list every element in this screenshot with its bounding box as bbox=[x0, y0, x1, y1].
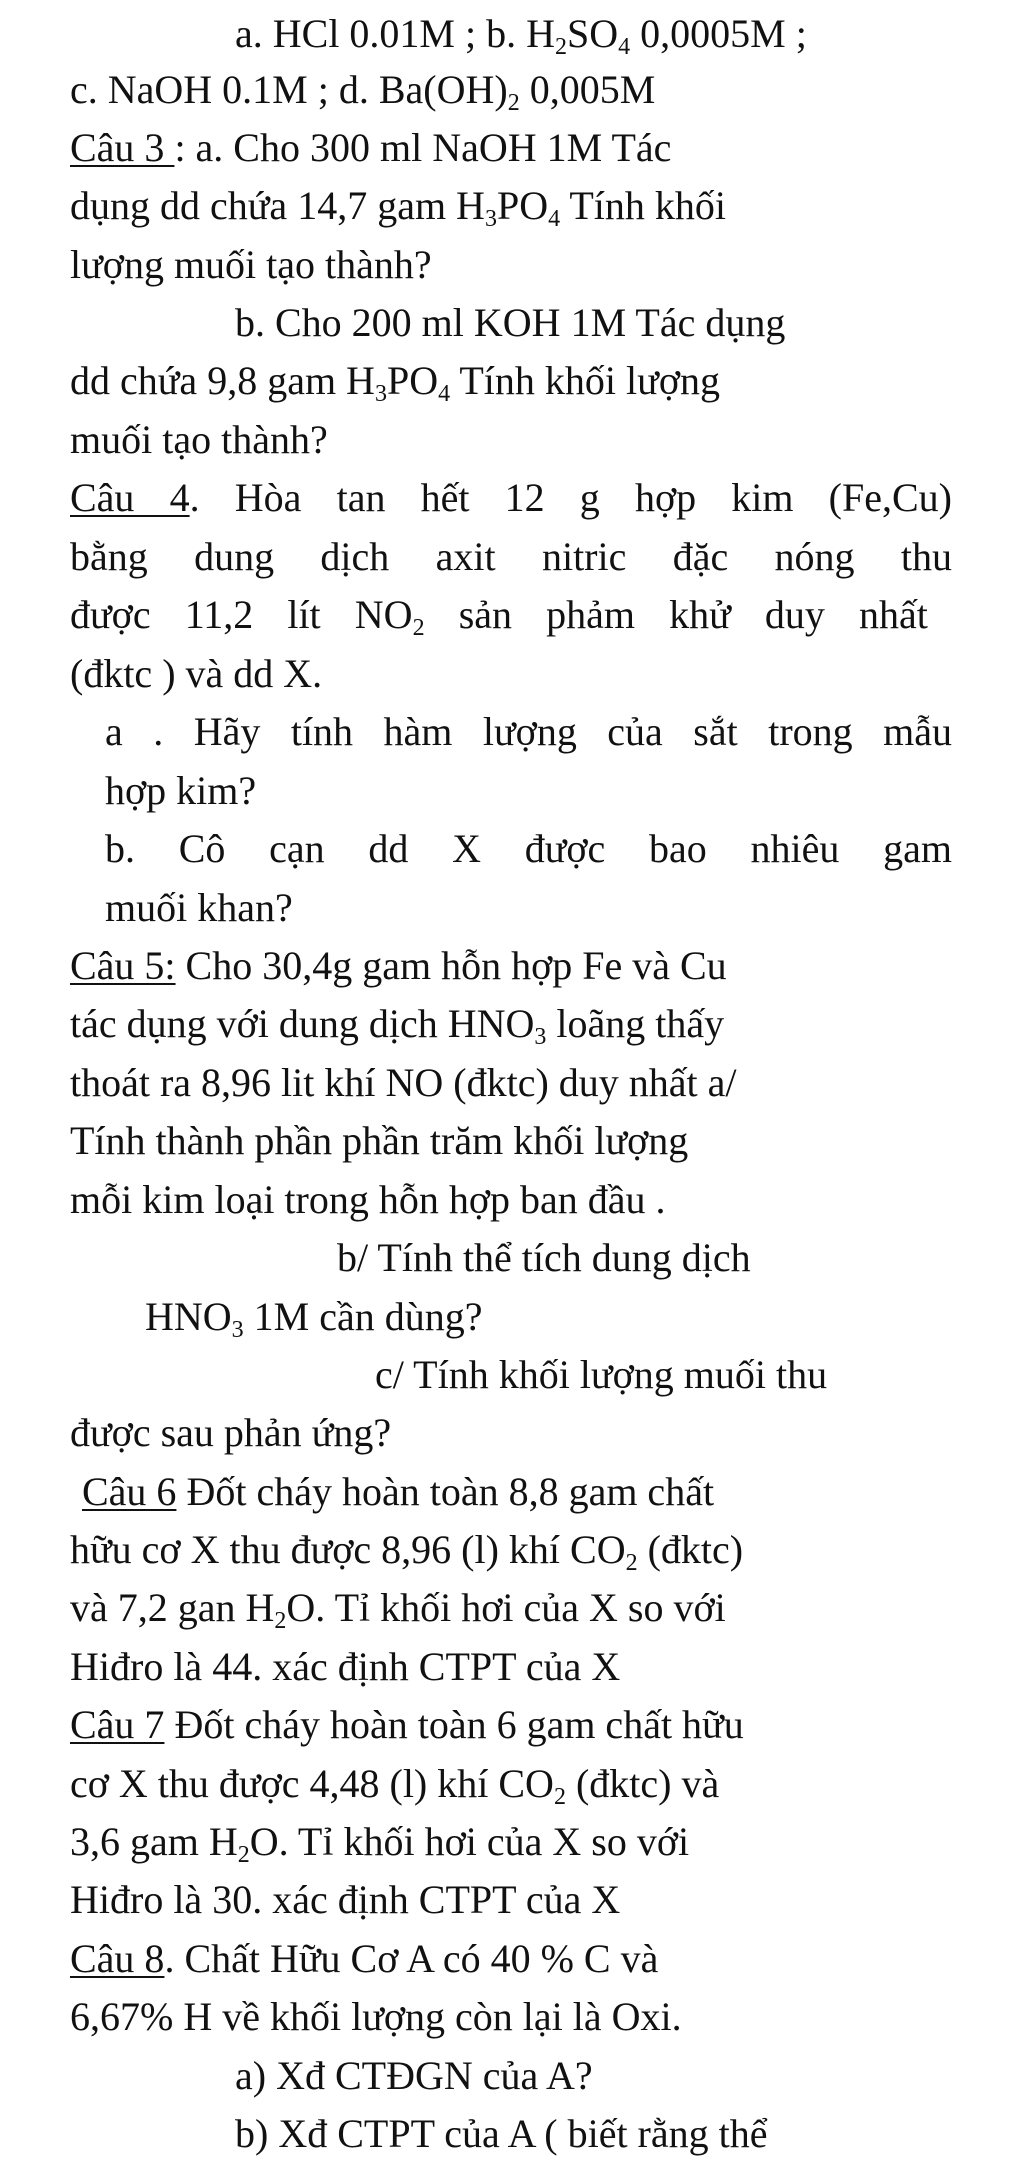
text-run: loãng thấy bbox=[546, 1001, 725, 1046]
text-line bbox=[70, 125, 672, 170]
text-run: 1M cần dùng? bbox=[243, 1294, 483, 1339]
text-run: a . Hãy tính hàm lượng của sắt trong mẫu bbox=[105, 709, 952, 754]
text-line bbox=[235, 11, 807, 61]
text-run: 6,67% H về khối lượng còn lại là Oxi. bbox=[70, 1994, 682, 2039]
question-label: Câu 8 bbox=[70, 1936, 165, 1981]
text-run: b/ Tính thể tích dung dịch bbox=[337, 1235, 751, 1280]
text-run: c. NaOH 0.1M ; d. Ba(OH) bbox=[70, 67, 508, 112]
text-line bbox=[70, 1177, 666, 1222]
text-run: 3,6 gam H bbox=[70, 1819, 238, 1864]
subscript: 3 bbox=[484, 206, 497, 233]
text-line bbox=[70, 1936, 659, 1981]
text-line bbox=[70, 1819, 690, 1869]
text-run: a) Xđ CTĐGN của A? bbox=[235, 2053, 593, 2098]
text-line bbox=[70, 1527, 744, 1577]
subscript: 3 bbox=[231, 1317, 244, 1344]
text-line bbox=[105, 709, 952, 754]
text-run: a. HCl 0.01M ; b. H bbox=[235, 11, 555, 56]
text-line bbox=[70, 358, 720, 408]
text-run: (đktc) và bbox=[565, 1761, 720, 1806]
text-run: cơ X thu được 4,48 (l) khí CO bbox=[70, 1761, 554, 1806]
text-line bbox=[70, 1410, 392, 1455]
subscript: 2 bbox=[274, 1608, 287, 1635]
text-run: HNO bbox=[145, 1294, 232, 1339]
text-run: Đốt cháy hoàn toàn 6 gam chất hữu bbox=[164, 1702, 744, 1747]
text-line bbox=[235, 2111, 768, 2156]
text-run: hữu cơ X thu được 8,96 (l) khí CO bbox=[70, 1527, 626, 1572]
question-label: Câu 3 bbox=[70, 125, 175, 170]
subscript: 4 bbox=[548, 206, 561, 233]
text-line bbox=[82, 1469, 715, 1514]
text-run: O. Tỉ khối hơi của X so với bbox=[249, 1819, 690, 1864]
text-line bbox=[105, 885, 293, 930]
subscript: 2 bbox=[555, 34, 567, 61]
text-line bbox=[70, 943, 727, 988]
subscript: 2 bbox=[237, 1842, 250, 1869]
text-run: và 7,2 gan H bbox=[70, 1585, 275, 1630]
text-line bbox=[145, 1294, 483, 1344]
text-line bbox=[70, 592, 952, 642]
text-run: b) Xđ CTPT của A ( biết rằng thể bbox=[235, 2111, 768, 2156]
text-run: 0,005M bbox=[519, 67, 656, 112]
text-run: PO bbox=[496, 183, 549, 228]
text-line bbox=[235, 2053, 593, 2098]
text-run: Hiđro là 44. xác định CTPT của X bbox=[70, 1644, 621, 1689]
text-line bbox=[70, 1585, 726, 1635]
text-line bbox=[70, 534, 952, 579]
text-line bbox=[70, 1994, 682, 2039]
text-line bbox=[70, 1118, 689, 1163]
subscript: 2 bbox=[625, 1550, 638, 1577]
text-line bbox=[70, 417, 328, 462]
text-line bbox=[337, 1235, 751, 1280]
question-label: Câu 4 bbox=[70, 475, 190, 520]
question-label: Câu 6 bbox=[82, 1469, 177, 1514]
text-run: Tính khối bbox=[560, 183, 727, 228]
text-run: Đốt cháy hoàn toàn 8,8 gam chất bbox=[176, 1469, 715, 1514]
text-run: PO bbox=[386, 358, 439, 403]
text-line bbox=[70, 183, 727, 233]
text-run: SO bbox=[567, 11, 619, 56]
text-run: tác dụng với dung dịch HNO bbox=[70, 1001, 535, 1046]
text-line bbox=[70, 242, 432, 287]
text-run: sản phảm khử duy nhất bbox=[424, 592, 928, 637]
text-run: Hiđro là 30. xác định CTPT của X bbox=[70, 1877, 621, 1922]
subscript: 4 bbox=[438, 381, 451, 408]
text-line bbox=[70, 1644, 621, 1689]
text-run: hợp kim? bbox=[105, 768, 257, 813]
question-label: Câu 5: bbox=[70, 943, 176, 988]
text-run: : a. Cho 300 ml NaOH 1M Tác bbox=[174, 125, 672, 170]
text-run: b. Cô cạn dd X được bao nhiêu gam bbox=[105, 826, 952, 871]
text-run: 0,0005M ; bbox=[630, 11, 807, 56]
text-run: mỗi kim loại trong hỗn hợp ban đầu . bbox=[70, 1177, 666, 1222]
text-run: dụng dd chứa 14,7 gam H bbox=[70, 183, 485, 228]
text-run: b. Cho 200 ml KOH 1M Tác dụng bbox=[235, 300, 786, 345]
text-run: Cho 30,4g gam hỗn hợp Fe và Cu bbox=[175, 943, 727, 988]
text-line bbox=[105, 768, 257, 813]
text-run: Tính thành phần phần trăm khối lượng bbox=[70, 1118, 689, 1163]
text-run: (đktc ) và dd X. bbox=[70, 651, 323, 696]
text-run: . Hòa tan hết 12 g hợp kim (Fe,Cu) bbox=[189, 475, 953, 520]
text-run: được sau phản ứng? bbox=[70, 1410, 392, 1455]
text-run: O. Tỉ khối hơi của X so với bbox=[286, 1585, 726, 1630]
text-run: (đktc) bbox=[637, 1527, 744, 1572]
text-line bbox=[70, 1001, 725, 1051]
subscript: 4 bbox=[618, 34, 631, 61]
text-run: c/ Tính khối lượng muối thu bbox=[375, 1352, 828, 1397]
text-line bbox=[70, 651, 323, 696]
subscript: 2 bbox=[553, 1784, 566, 1811]
subscript: 2 bbox=[412, 615, 425, 642]
text-line bbox=[70, 1060, 737, 1105]
text-run: dd chứa 9,8 gam H bbox=[70, 358, 375, 403]
text-run: thoát ra 8,96 lit khí NO (đktc) duy nhất a/ bbox=[70, 1060, 737, 1105]
text-line bbox=[105, 826, 952, 871]
text-line bbox=[70, 1702, 744, 1747]
question-label: Câu 7 bbox=[70, 1702, 165, 1747]
text-run: được 11,2 lít NO bbox=[70, 592, 413, 637]
text-run: . Chất Hữu Cơ A có 40 % C và bbox=[164, 1936, 659, 1981]
text-run: lượng muối tạo thành? bbox=[70, 242, 432, 287]
text-run: muối tạo thành? bbox=[70, 417, 328, 462]
subscript: 2 bbox=[507, 90, 520, 117]
text-run: Tính khối lượng bbox=[450, 358, 720, 403]
subscript: 3 bbox=[534, 1024, 547, 1051]
text-line bbox=[70, 67, 656, 117]
text-run: bằng dung dịch axit nitric đặc nóng thu bbox=[70, 534, 952, 579]
text-line bbox=[70, 1877, 621, 1922]
text-line bbox=[375, 1352, 828, 1397]
text-run: muối khan? bbox=[105, 885, 293, 930]
subscript: 3 bbox=[374, 381, 387, 408]
text-line bbox=[70, 1761, 720, 1811]
text-line bbox=[235, 300, 786, 345]
text-line bbox=[70, 475, 953, 520]
